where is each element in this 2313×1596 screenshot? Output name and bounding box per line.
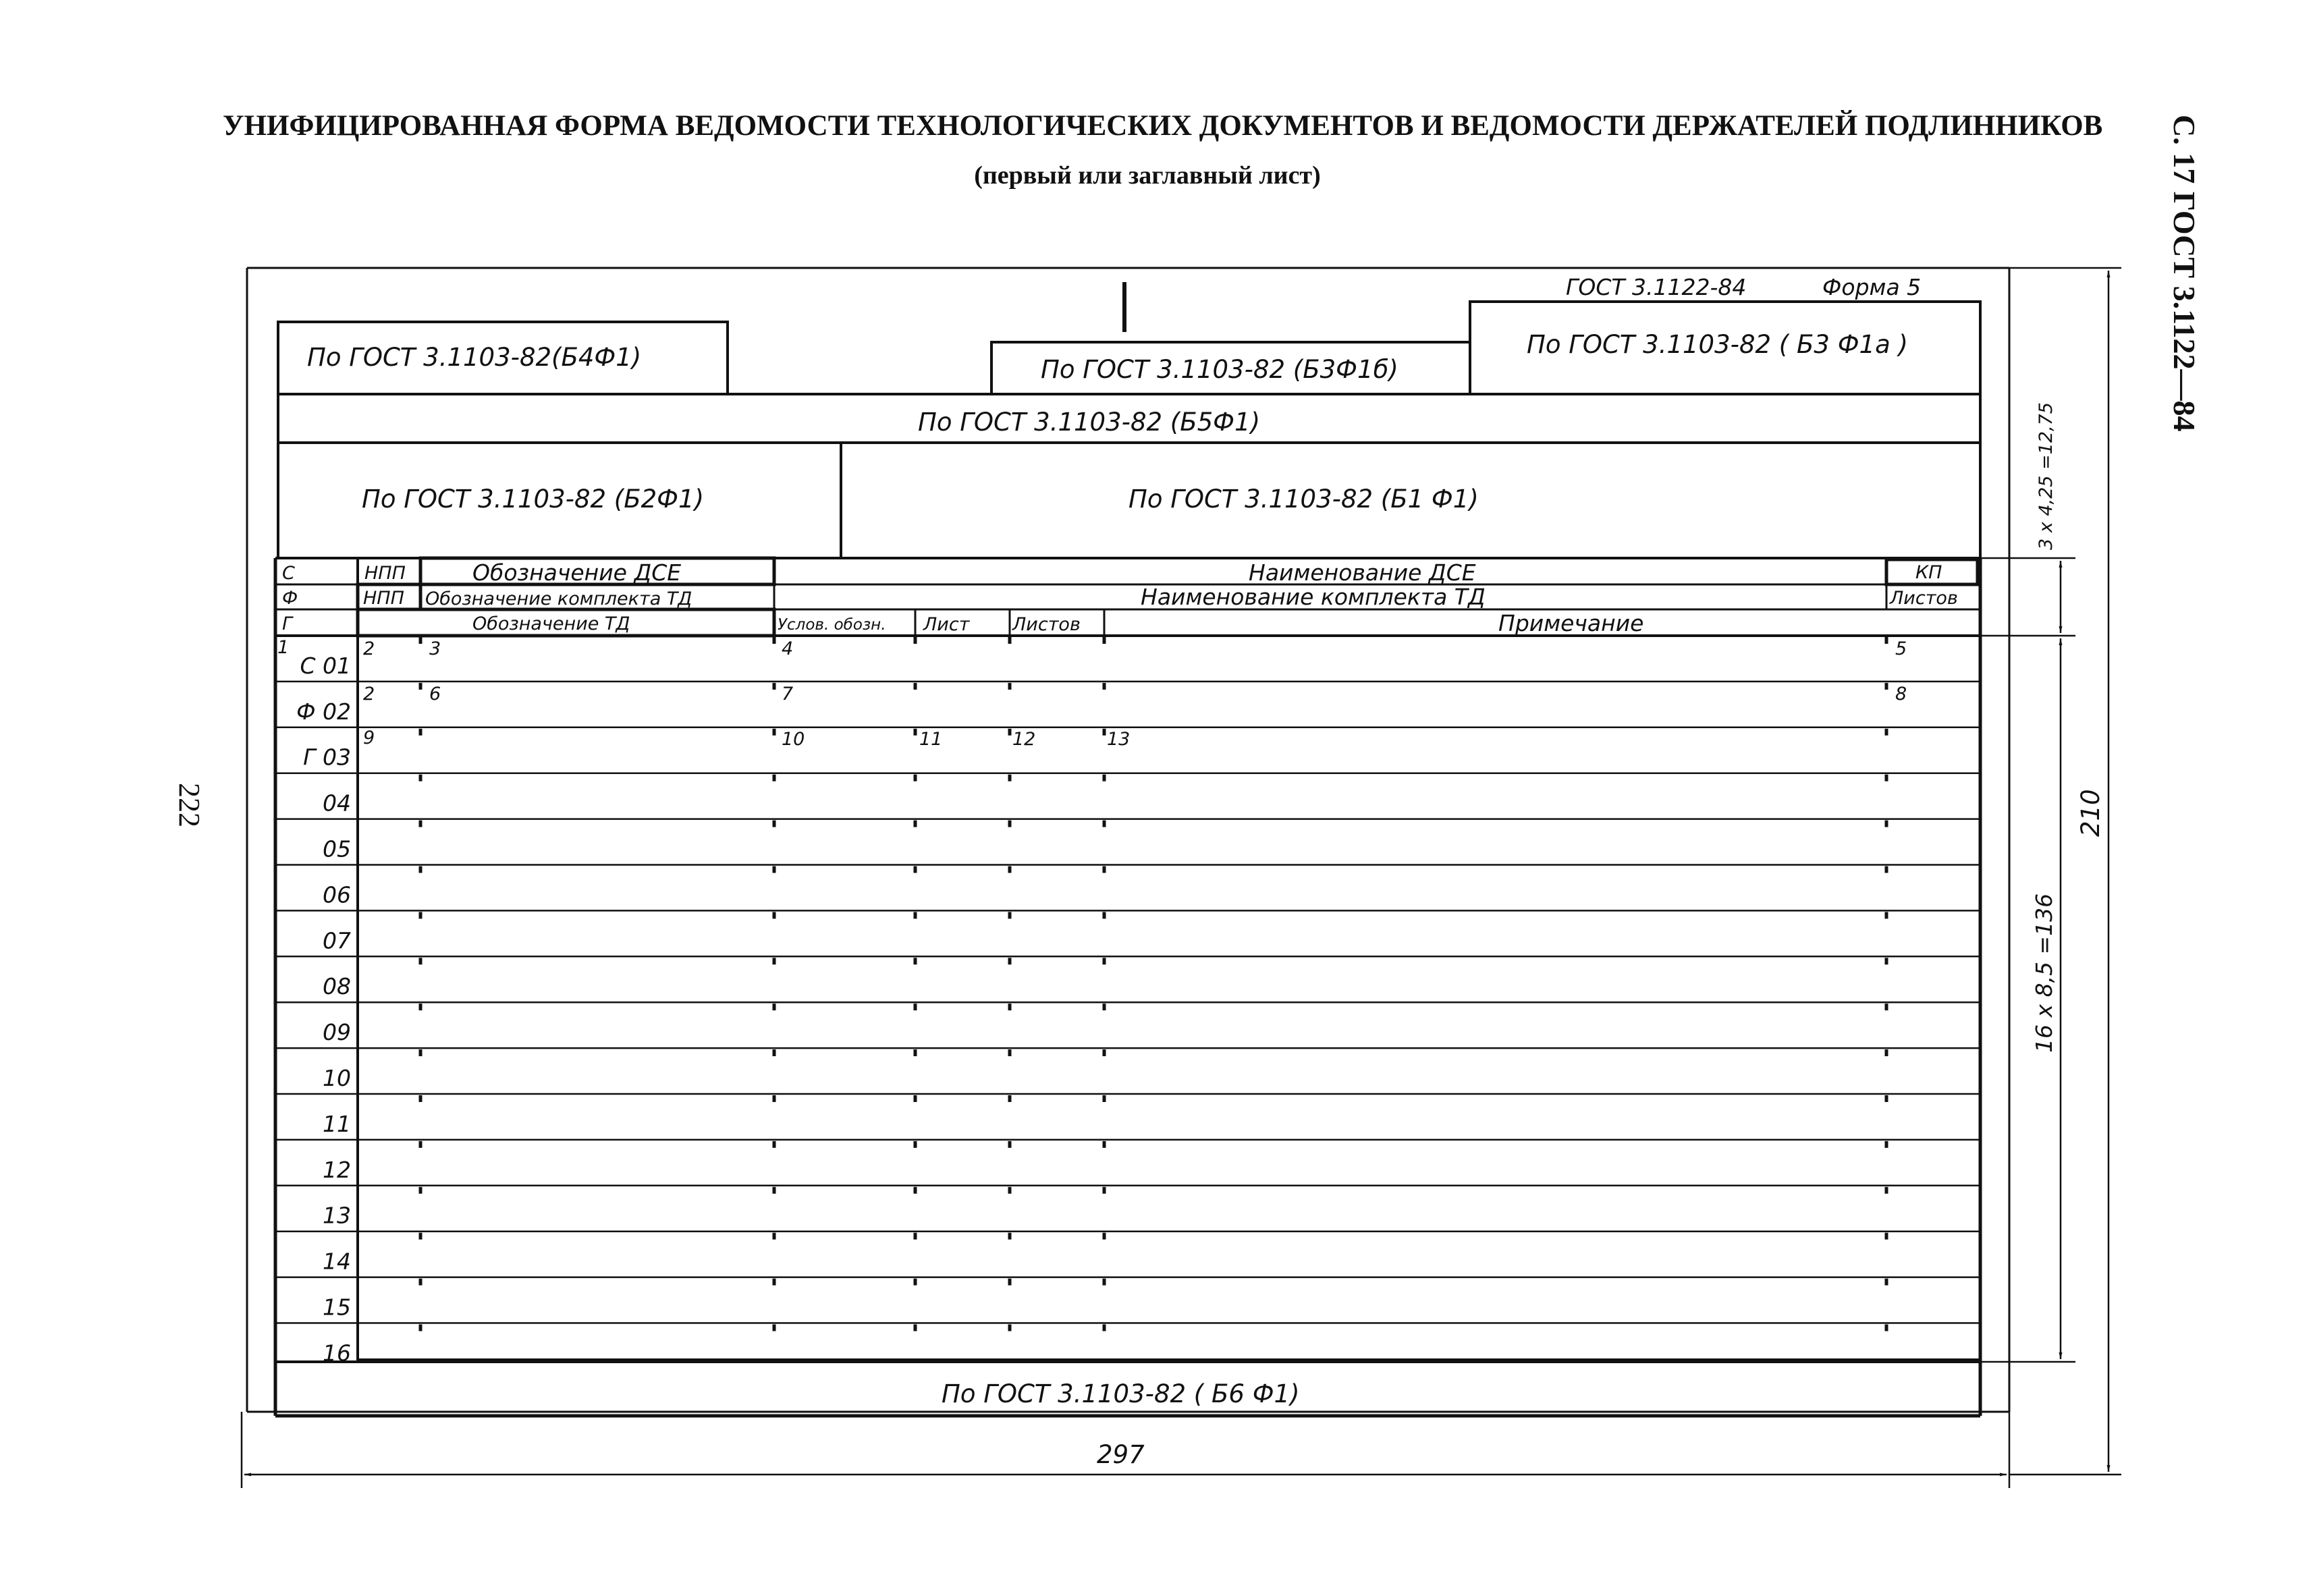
row-number: Г 03 [303, 744, 351, 771]
field-number: 5 [1895, 638, 1907, 659]
field-number: 3 [429, 638, 441, 659]
header-symbol: Услов. обозн. [778, 616, 886, 634]
block-b4f1-label: По ГОСТ 3.1103-82(Б4Ф1) [307, 343, 642, 372]
block-b6f1-label: По ГОСТ 3.1103-82 ( Б6 Ф1) [942, 1379, 1300, 1408]
row-code-g: Г [282, 613, 293, 634]
row-number: 15 [323, 1294, 351, 1321]
block-b3f1a-label: По ГОСТ 3.1103-82 ( Б3 Ф1а ) [1527, 330, 1908, 359]
field-number: 8 [1895, 684, 1907, 705]
form-number-label: Форма 5 [1822, 274, 1922, 300]
field-number: 6 [429, 684, 441, 705]
row-number: 08 [323, 973, 351, 1000]
block-b5f1-label: По ГОСТ 3.1103-82 (Б5Ф1) [918, 408, 1260, 437]
row-number: 10 [323, 1065, 351, 1091]
header-name-set: Наименование комплекта ТД [1141, 584, 1486, 610]
row-number: Ф 02 [296, 698, 351, 725]
field-number: 9 [363, 727, 375, 748]
header-designation-set: Обозначение комплекта ТД [425, 588, 692, 609]
header-designation-td: Обозначение ТД [472, 613, 630, 634]
field-number: 12 [1012, 729, 1036, 750]
page-title: УНИФИЦИРОВАННАЯ ФОРМА ВЕДОМОСТИ ТЕХНОЛОГИЧЕСКИХ ДОКУМЕНТОВ И ВЕДОМОСТИ ДЕРЖАТЕЛЕЙ ПОДЛИННИКОВ [223, 110, 2103, 142]
row-number: 16 [323, 1340, 351, 1367]
header-kp: КП [1915, 562, 1942, 583]
header-sheet: Лист [923, 614, 970, 635]
header-sheets-g: Листов [1012, 614, 1081, 635]
field-number: 4 [782, 638, 794, 659]
field-number: 13 [1107, 729, 1131, 750]
row-number: С 01 [300, 652, 351, 679]
row-number: 13 [323, 1202, 351, 1229]
page-number: 222 [173, 783, 206, 827]
field-number: 2 [363, 684, 375, 705]
field-number: 10 [782, 729, 805, 750]
row-number: 06 [323, 881, 351, 908]
block-b2f1-label: По ГОСТ 3.1103-82 (Б2Ф1) [362, 485, 704, 514]
row-number: 05 [323, 835, 351, 862]
row-number: 14 [323, 1248, 351, 1275]
field-number: 2 [363, 638, 375, 659]
header-npp-s: НПП [364, 563, 406, 584]
block-b1f1-label: По ГОСТ 3.1103-82 (Б1 Ф1) [1128, 485, 1479, 514]
header-npp-f: НПП [363, 588, 404, 609]
field-number: 11 [919, 729, 943, 750]
side-standard-code: С. 17 ГОСТ 3.1122—84 [2167, 115, 2202, 432]
row-number: 09 [323, 1019, 351, 1046]
row-number: 07 [323, 927, 351, 954]
dim-header-rows-label: 3 х 4,25 =12,75 [2036, 402, 2057, 550]
header-designation-dse: Обозначение ДСЕ [472, 559, 682, 586]
row-number: 12 [323, 1156, 351, 1183]
dim-height-label: 210 [2076, 789, 2105, 837]
row-number: 04 [323, 790, 351, 817]
row-code-f: Ф [282, 588, 298, 609]
row-number: 11 [323, 1110, 351, 1137]
dim-body-rows-label: 16 х 8,5 =136 [2031, 893, 2057, 1053]
field-number: 1 [277, 637, 290, 658]
row-code-s: С [282, 563, 295, 584]
form-standard-label: ГОСТ 3.1122-84 [1566, 274, 1747, 300]
header-note: Примечание [1498, 610, 1644, 636]
header-sheets-f: Листов [1890, 588, 1958, 609]
page-subtitle: (первый или заглавный лист) [974, 161, 1321, 190]
dim-width-label: 297 [1097, 1440, 1145, 1469]
header-name-dse: Наименование ДСЕ [1249, 559, 1476, 586]
field-number: 7 [782, 684, 794, 705]
block-b3f1b-label: По ГОСТ 3.1103-82 (Б3Ф1б) [1041, 355, 1398, 384]
